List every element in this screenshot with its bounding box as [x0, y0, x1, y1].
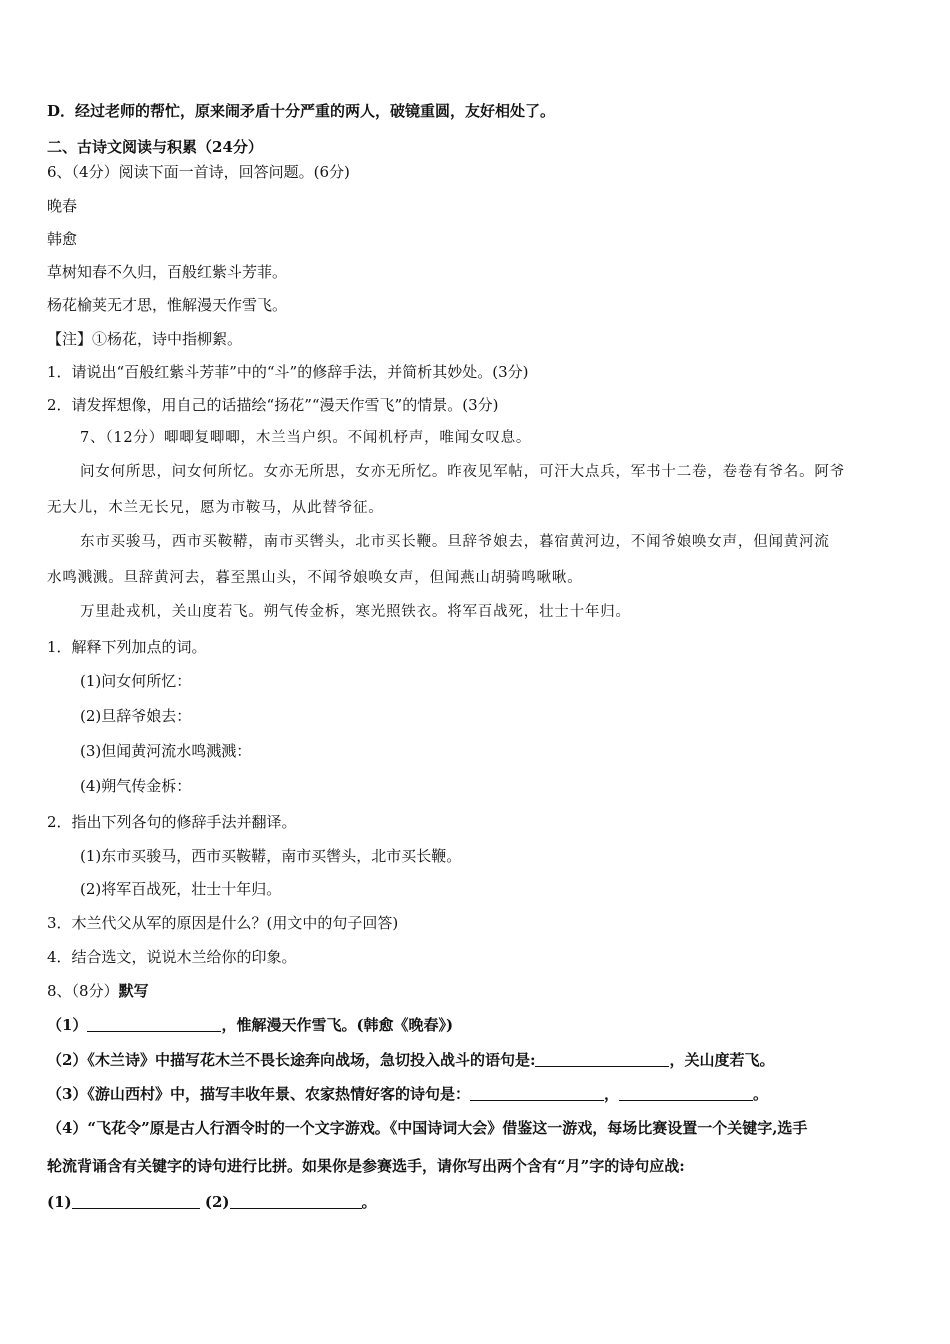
q7-sub2: 2．指出下列各句的修辞手法并翻译。: [47, 813, 297, 831]
q7-para2b: 无大儿，木兰无长兄，愿为市鞍马，从此替爷征。: [47, 500, 384, 516]
q7-sub4: 4．结合选文，说说木兰给你的印象。: [47, 948, 297, 966]
answer-blank[interactable]: [535, 1051, 669, 1067]
q6-poem-line1: 草树知春不久归，百般红紫斗芳菲。: [47, 263, 288, 281]
q8-item4-line1: （4）“飞花令”原是古人行酒令时的一个文字游戏。《中国诗词大会》借鉴这一游戏，每场比赛设置一个关键字,选手: [47, 1119, 808, 1137]
q6-note: 【注】①杨花，诗中指柳絮。: [47, 330, 243, 348]
q7-sub1-item: (3)但闻黄河流水鸣溅溅：: [80, 742, 252, 760]
q7-sub1-item: (1)问女何所忆：: [80, 672, 192, 690]
q8-stem-prefix: 8、（8分）: [47, 982, 119, 1000]
q8-item4-label1: (1): [47, 1193, 72, 1211]
q8-item1-num: （1）: [47, 1016, 88, 1034]
q8-item3-comma: ，: [603, 1085, 619, 1103]
q7-sub3: 3．木兰代父从军的原因是什么？(用文中的句子回答): [47, 914, 399, 932]
q8-item4-line2: 轮流背诵含有关键字的诗句进行比拼。如果你是参赛选手，请你写出两个含有“月”字的诗句应战:: [47, 1157, 685, 1175]
q8-item2: [47, 1050, 775, 1070]
section2-title: 二、古诗文阅读与积累（24分）: [47, 138, 263, 156]
q8-item2-tail: ，关山度若飞。: [669, 1051, 775, 1069]
q7-sub2-item: (2)将军百战死，壮士十年归。: [80, 880, 282, 898]
q8-stem-bold: 默写: [118, 982, 149, 1000]
q8-item3: [47, 1084, 768, 1104]
q7-para2a: 问女何所思，问女何所忆。女亦无所思，女亦无所忆。昨夜见军帖，可汗大点兵，军书十二卷，卷卷有爷名。阿爷: [80, 464, 845, 480]
q6-stem: 6、（4分）阅读下面一首诗，回答问题。(6分): [47, 163, 350, 181]
answer-blank[interactable]: [619, 1085, 753, 1101]
q8-item2-head: （2）《木兰诗》中描写花木兰不畏长途奔向战场，急切投入战斗的语句是:: [47, 1051, 536, 1069]
q7-sub1-item: (2)旦辞爷娘去：: [80, 707, 192, 725]
q8-stem: [47, 981, 149, 1001]
q8-item1: [47, 1015, 453, 1035]
q8-item1-tail: ，惟解漫天作雪飞。(韩愈《晚春》): [221, 1016, 454, 1034]
answer-blank[interactable]: [230, 1193, 362, 1209]
q7-para3b: 水鸣溅溅。旦辞黄河去，暮至黑山头，不闻爷娘唤女声，但闻燕山胡骑鸣啾啾。: [47, 570, 583, 586]
answer-blank[interactable]: [470, 1085, 604, 1101]
q8-item4-end: 。: [361, 1193, 377, 1211]
q7-sub1: 1．解释下列加点的词。: [47, 638, 207, 656]
q8-item3-head: （3）《游山西村》中，描写丰收年景、农家热情好客的诗句是：: [47, 1085, 470, 1103]
q8-item4-answers: [47, 1192, 377, 1212]
q6-author: 韩愈: [47, 230, 78, 248]
answer-blank[interactable]: [72, 1193, 200, 1209]
q6-sub2: 2．请发挥想像，用自己的话描绘“扬花”“漫天作雪飞”的情景。(3分): [47, 396, 499, 414]
q7-sub1-item: (4)朔气传金柝：: [80, 777, 192, 795]
q7-para4: 万里赴戎机，关山度若飞。朔气传金柝，寒光照铁衣。将军百战死，壮士十年归。: [80, 604, 631, 620]
answer-blank[interactable]: [87, 1016, 221, 1032]
q6-poem-title: 晚春: [47, 197, 78, 215]
q7-sub2-item: (1)东市买骏马，西市买鞍鞯，南市买辔头，北市买长鞭。: [80, 847, 462, 865]
prev-option-d: D．经过老师的帮忙，原来闹矛盾十分严重的两人，破镜重圆，友好相处了。: [47, 102, 556, 120]
q7-para3a: 东市买骏马，西市买鞍鞯，南市买辔头，北市买长鞭。旦辞爷娘去，暮宿黄河边，不闻爷娘唤女声，但闻黄河流: [80, 534, 830, 550]
q8-item3-tail: 。: [752, 1085, 768, 1103]
q8-item4-label2: (2): [199, 1193, 230, 1211]
q7-para1: 7、（12分）唧唧复唧唧，木兰当户织。不闻机杼声，唯闻女叹息。: [80, 430, 532, 446]
q6-sub1: 1．请说出“百般红紫斗芳菲”中的“斗”的修辞手法，并简析其妙处。(3分): [47, 363, 529, 381]
q6-poem-line2: 杨花榆荚无才思，惟解漫天作雪飞。: [47, 296, 288, 314]
